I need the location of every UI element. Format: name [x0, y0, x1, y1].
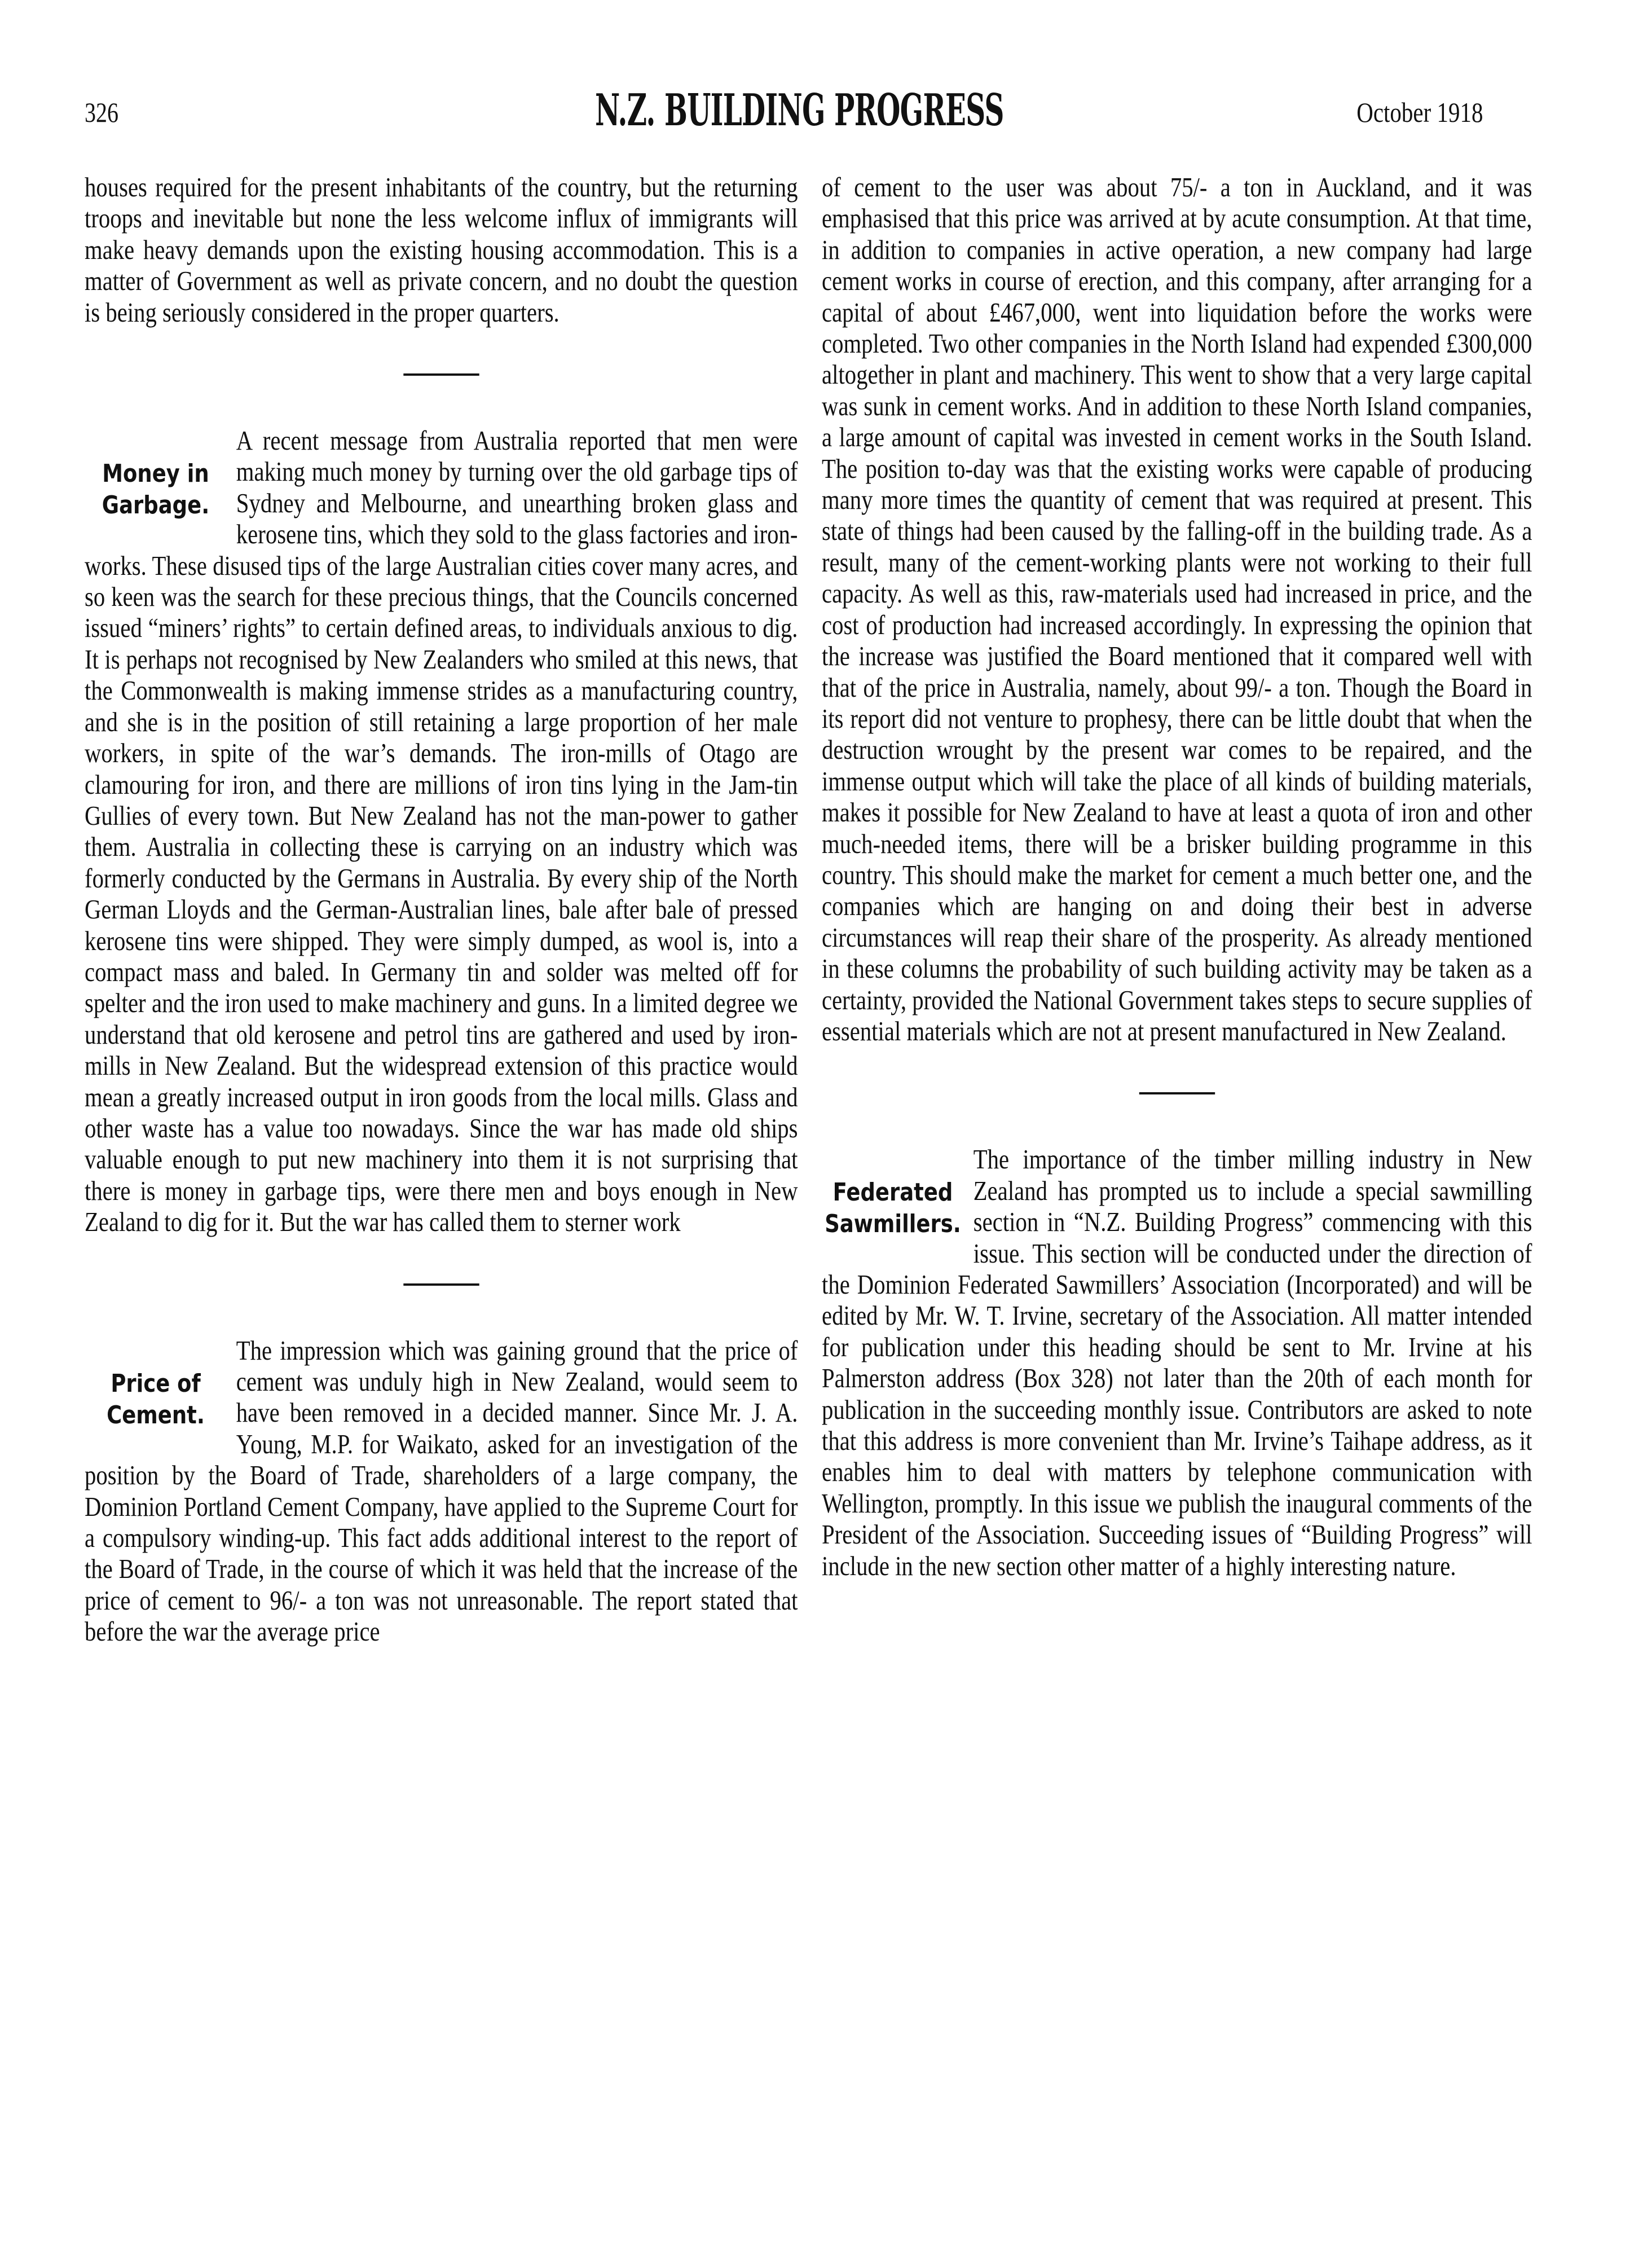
price-of-cement-paragraph: The impression which was gaining ground that the price of cement was unduly high in New Zealand, would seem to have been removed in a decided manner. Since Mr. J. A. Young, M.P. for Waikato, asked for an investigation of the position by the Board of Trade, shareholders of a large company, the Dominion Portland Cement Company, have applied to the Supreme Court for a compulsory winding-up. This fact adds additional interest to the report of the Board of Trade, in the course of which it was held that the increase of the price of cement to 96/- a ton was not unreasonable. The report stated that before the war the average price — [85, 1335, 798, 1647]
issue-date: October 1918 — [1356, 96, 1483, 128]
money-in-garbage-paragraph: A recent message from Australia reported that men were making much money by turning over the old garbage tips of Sydney and Melbourne, and unearthing broken glass and kerosene tins, which they sold to the glass factories and iron-works. These disused tips of the large Australian cities cover many acres, and so keen was the search for these precious things, that the Councils concerned issued “miners’ rights” to certain defined areas, to individuals anxious to dig. It is perhaps not recognised by New Zealanders who smiled at this news, that the Commonwealth is making immense strides as a manufacturing country, and she is in the position of still retaining a large proportion of her male workers, in spite of the war’s demands. The iron-mills of Otago are clamouring for iron, and there are millions of iron tins lying in the Jam-tin Gullies of every town. But New Zealand has not the man-power to gather them. Australia in collecting these is carrying on an industry which was formerly conducted by the Germans in Australia. By every ship of the North German Lloyds and the German-Australian lines, bale after bale of pressed kerosene tins were shipped. They were simply dumped, as wool is, into a compact mass and baled. In Germany tin and solder was melted off for spelter and the iron used to make machinery and guns. In a limited degree we understand that old kerosene and petrol tins are gathered and used by iron-mills in New Zealand. But the widespread extension of this practice would mean a greatly increased output in iron goods from the local mills. Glass and other waste has a value too nowadays. Since the war has made old ships valuable enough to put new machinery into them it is not surprising that there is money in garbage tips, were there men and boys enough in New Zealand to dig for it. But the war has called them to sterner work — [85, 426, 798, 1238]
side-heading-line: Garbage. — [102, 491, 210, 520]
section-divider — [403, 1283, 479, 1286]
side-heading-line: Money in — [102, 459, 209, 489]
cement-continued-paragraph: of cement to the user was about 75/- a ton in Auckland, and it was emphasised that this price was arrived at by acute consumption. At that time, in addition to companies in active operation, a new company had large cement works in course of erection, and this company, after arranging for a capital of about £467,000, went into liquidation before the works were completed. Two other companies in the North Island had expended £300,000 altogether in plant and machinery. This went to show that a very large capital was sunk in cement works. And in addition to these North Island companies, a large amount of capital was invested in cement works in the South Island. The position to-day was that the existing works were capable of producing many more times the quantity of cement that was required at present. This state of things had been caused by the falling-off in the building trade. As a result, many of the cement-working plants were not working to their full capacity. As well as this, raw-materials used had increased in price, and the cost of production had increased accordingly. In expressing the opinion that the increase was justified the Board mentioned that it compared well with that of the price in Australia, namely, about 99/- a ton. Though the Board in its report did not venture to prophesy, there can be little doubt that when the destruction wrought by the present war comes to be repaired, and the immense output which will take the place of all kinds of building materials, makes it possible for New Zealand to have at least a quota of iron and other much-needed items, there will be a brisker building programme in this country. This should make the market for cement a much better one, and the companies which are hanging on and doing their best in adverse circumstances will reap their share of the prosperity. As already mentioned in these columns the probability of such building activity may be taken as a certainty, provided the National Government takes steps to secure supplies of essential materials which are not at present manufactured in New Zealand. — [822, 173, 1532, 1047]
side-heading-line: Price of — [111, 1369, 201, 1398]
left-column — [85, 172, 798, 1648]
section-price-of-cement — [85, 1335, 798, 1648]
housing-intro-paragraph: houses required for the present inhabitants of the country, but the returning troops and inevitable but none the less welcome influx of immigrants will make heavy demands upon the existing housing accommodation. This is a matter of Government as well as private concern, and no doubt the question is being seriously considered in the proper quarters. — [85, 173, 798, 328]
masthead-title: N.Z. BUILDING PROGRESS — [595, 85, 1004, 136]
page-header — [85, 85, 1483, 147]
side-heading-line: Sawmillers. — [825, 1210, 961, 1239]
side-heading-line: Federated — [832, 1178, 953, 1207]
left-column-text — [85, 172, 798, 1648]
federated-sawmillers-paragraph: The importance of the timber milling industry in New Zealand has prompted us to include a special sawmilling section in “N.Z. Building Progress” commencing with this issue. This section will be conducted under the direction of the Dominion Federated Sawmillers’ Association (Incorporated) and will be edited by Mr. W. T. Irvine, secretary of the Association. All matter intended for publication under this heading should be sent to Mr. Irvine at his Palmerston address (Box 328) not later than the 20th of each month for publication in the succeeding monthly issue. Contributors are asked to note that this address is more convenient than Mr. Irvine’s Taihape address, as it enables him to deal with matters by telephone communication with Wellington, promptly. In this issue we publish the inaugural comments of the President of the Association. Succeeding issues of “Building Progress” will include in the new section other matter of a highly interesting nature. — [822, 1145, 1532, 1581]
section-money-in-garbage — [85, 425, 798, 1238]
side-heading-federated-sawmillers — [822, 1177, 964, 1240]
page-number: 326 — [85, 96, 118, 128]
right-column — [822, 172, 1532, 1582]
section-divider — [403, 373, 479, 376]
side-heading-money-in-garbage — [85, 458, 227, 521]
side-heading-line: Cement. — [107, 1400, 205, 1430]
section-federated-sawmillers — [822, 1144, 1532, 1582]
side-heading-price-of-cement — [85, 1368, 227, 1431]
right-column-text — [822, 172, 1532, 1582]
section-divider — [1139, 1092, 1215, 1094]
